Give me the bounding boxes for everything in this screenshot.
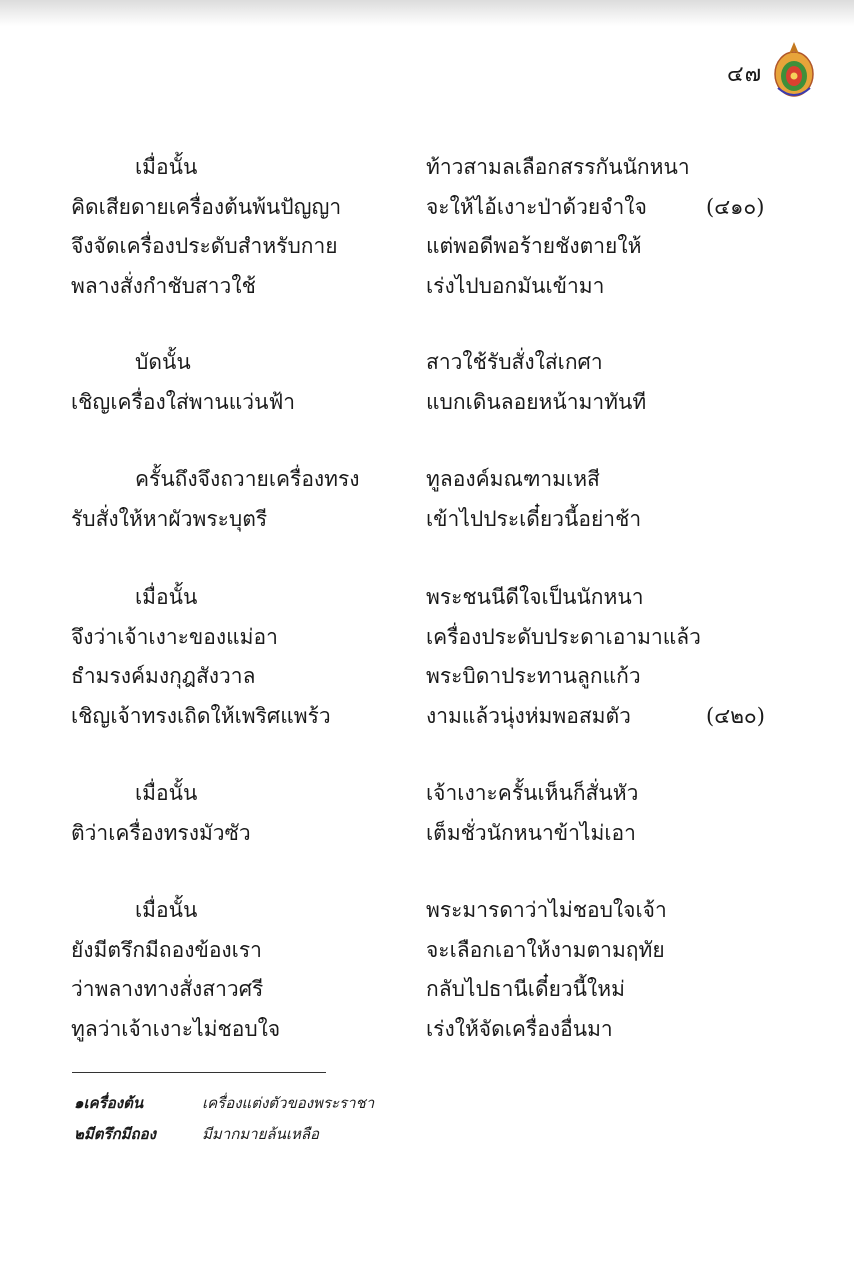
verse-first-half: เมื่อนั้น xyxy=(135,781,198,805)
verse-first-half: เมื่อนั้น xyxy=(135,155,198,179)
verse-first-half: จึงว่าเจ้าเงาะของแม่อา xyxy=(71,624,278,649)
verse-second-half: สาวใช้รับสั่งใส่เกศา xyxy=(426,350,603,374)
verse-second-half: จะให้ไอ้เงาะป่าด้วยจำใจ xyxy=(426,194,647,219)
verse-second-half: พระมารดาว่าไม่ชอบใจเจ้า xyxy=(426,898,667,922)
verse-second-half: เครื่องประดับประดาเอามาแล้ว xyxy=(426,624,701,649)
verse-second-half: งามแล้วนุ่งห่มพอสมตัว xyxy=(426,703,631,728)
verse-first-half: คิดเสียดายเครื่องต้นพ้นปัญญา xyxy=(71,194,342,219)
verse-second-half: เข้าไปประเดี๋ยวนี้อย่าช้า xyxy=(426,506,642,531)
verse-first-half: เชิญเจ้าทรงเถิดให้เพริศแพร้ว xyxy=(71,703,331,728)
verse-second-half: พระบิดาประทานลูกแก้ว xyxy=(426,664,641,688)
verse-second-half: จะเลือกเอาให้งามตามฤทัย xyxy=(426,937,665,962)
footnote-definition: เครื่องแต่งตัวของพระราชา xyxy=(202,1094,375,1112)
verse-second-half: ทูลองค์มณฑามเหสี xyxy=(426,467,600,491)
verse-first-half: จึงจัดเครื่องประดับสำหรับกาย xyxy=(71,234,338,258)
verse-line-number: (๔๑๐) xyxy=(706,194,765,219)
footnote-separator xyxy=(72,1072,326,1073)
verse-line-number: (๔๒๐) xyxy=(706,703,765,728)
verse-first-half: บัดนั้น xyxy=(135,350,191,374)
footnote-definition: มีมากมายล้นเหลือ xyxy=(202,1125,320,1143)
footnote-term: ๑เครื่องต้น xyxy=(74,1094,144,1112)
page-number: ๔๗ xyxy=(727,62,763,87)
verse-second-half: เจ้าเงาะครั้นเห็นก็สั่นหัว xyxy=(426,781,639,805)
verse-first-half: ธำมรงค์มงกุฎสังวาล xyxy=(71,664,256,688)
verse-first-half: ติว่าเครื่องทรงมัวซัว xyxy=(71,820,251,845)
verse-first-half: เมื่อนั้น xyxy=(135,898,198,922)
verse-first-half: รับสั่งให้หาผัวพระบุตรี xyxy=(71,506,268,531)
verse-first-half: ว่าพลางทางสั่งสาวศรี xyxy=(71,977,264,1001)
verse-second-half: เร่งไปบอกมันเข้ามา xyxy=(426,273,605,298)
verse-second-half: แต่พอดีพอร้ายชังตายให้ xyxy=(426,234,642,258)
verse-first-half: เมื่อนั้น xyxy=(135,585,198,609)
verse-second-half: กลับไปธานีเดี๋ยวนี้ใหม่ xyxy=(426,977,625,1001)
verse-first-half: ยังมีตรึกมีถองข้องเรา xyxy=(71,937,262,962)
verse-first-half: ครั้นถึงจึงถวายเครื่องทรง xyxy=(135,467,360,491)
verse-second-half: ท้าวสามลเลือกสรรกันนักหนา xyxy=(426,155,690,179)
verse-second-half: แบกเดินลอยหน้ามาทันที xyxy=(426,389,647,414)
verse-first-half: ทูลว่าเจ้าเงาะไม่ชอบใจ xyxy=(71,1016,281,1041)
verse-first-half: พลางสั่งกำชับสาวใช้ xyxy=(71,273,256,298)
footnote-term: ๒มีตรึกมีถอง xyxy=(74,1125,156,1143)
verse-second-half: พระชนนีดีใจเป็นนักหนา xyxy=(426,585,644,609)
verse-second-half: เร่งให้จัดเครื่องอื่นมา xyxy=(426,1016,613,1041)
verse-second-half: เต็มชั่วนักหนาข้าไม่เอา xyxy=(426,820,636,845)
verse-first-half: เชิญเครื่องใส่พานแว่นฟ้า xyxy=(71,389,296,414)
